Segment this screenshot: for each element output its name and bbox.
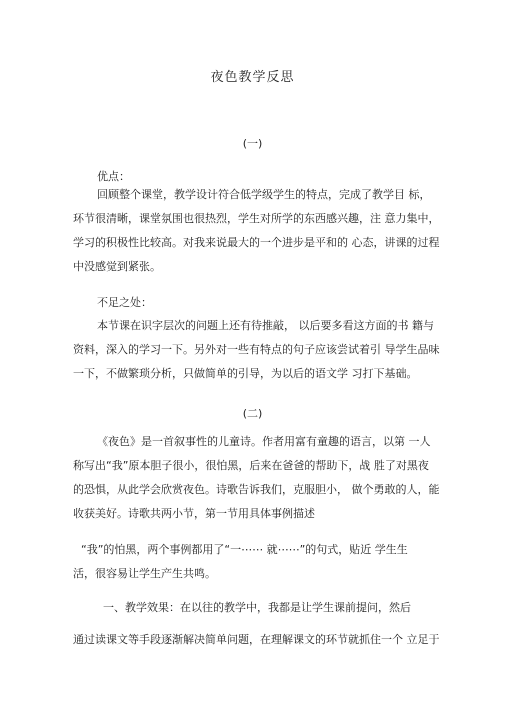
paragraph-3	[73, 430, 440, 526]
paragraph-line: 《夜色》是一首叙事性的儿童诗。作者用富有童趣的语言，以第 一人	[97, 435, 431, 448]
weakness-label: 不足之处：	[97, 296, 152, 309]
paragraph-line: 本节课在识字层次的问题上还有待推敲， 以后要多看这方面的书 籍与	[97, 319, 434, 332]
paragraph-4	[73, 538, 433, 586]
paragraph-line: “我”的怕黑，两个事例都用了“一⋯⋯ 就⋯⋯”的句式，贴近 学生生	[81, 543, 408, 556]
paragraph-2	[73, 314, 440, 386]
paragraph-line: 中没感觉到紧张。	[73, 260, 161, 273]
section-heading-2: (二)	[242, 407, 263, 420]
paragraph-line: 回顾整个课堂，教学设计符合低学级学生的特点，完成了教学目 标，	[97, 188, 431, 201]
paragraph-line: 称写出“我”原本胆子很小，很怕黑，后来在爸爸的帮助下，战 胜了对黑夜	[73, 459, 429, 472]
paragraph-line: 活，很容易让学生产生共鸣。	[73, 567, 216, 580]
section-heading-1: (一)	[242, 137, 263, 150]
paragraph-line: 一、教学效果：在以往的教学中，我都是让学生课前提问，然后	[103, 601, 411, 614]
strengths-label: 优点：	[97, 170, 130, 183]
paragraph-1	[73, 183, 440, 279]
paragraph-line: 通过读课文等手段逐渐解决简单问题，在理解课文的环节就抓住一个 立足于	[73, 633, 440, 646]
paragraph-line: 环节很清晰，课堂氛围也很热烈，学生对所学的东西感兴趣，注 意力集中，	[73, 212, 440, 225]
paragraph-line: 的恐惧，从此学会欣赏夜色。诗歌告诉我们，克服胆小， 做个勇敢的人，能	[73, 483, 440, 496]
paragraph-line: 资料，深入的学习一下。另外对一些有特点的句子应该尝试着引 导学生品味	[73, 343, 440, 356]
paragraph-line: 收获美好。诗歌共两小节，第一节用具体事例描述	[73, 507, 315, 520]
paragraph-line: 学习的积极性比较高。对我来说最大的一个进步是平和的 心态，讲课的过程	[73, 236, 440, 249]
paragraph-line: 一下，不做繁琐分析，只做简单的引导，为以后的语文学 习打下基础。	[73, 367, 418, 380]
document-title: 夜色教学反思	[210, 70, 295, 85]
paragraph-5	[73, 596, 433, 620]
paragraph-6	[73, 628, 440, 652]
